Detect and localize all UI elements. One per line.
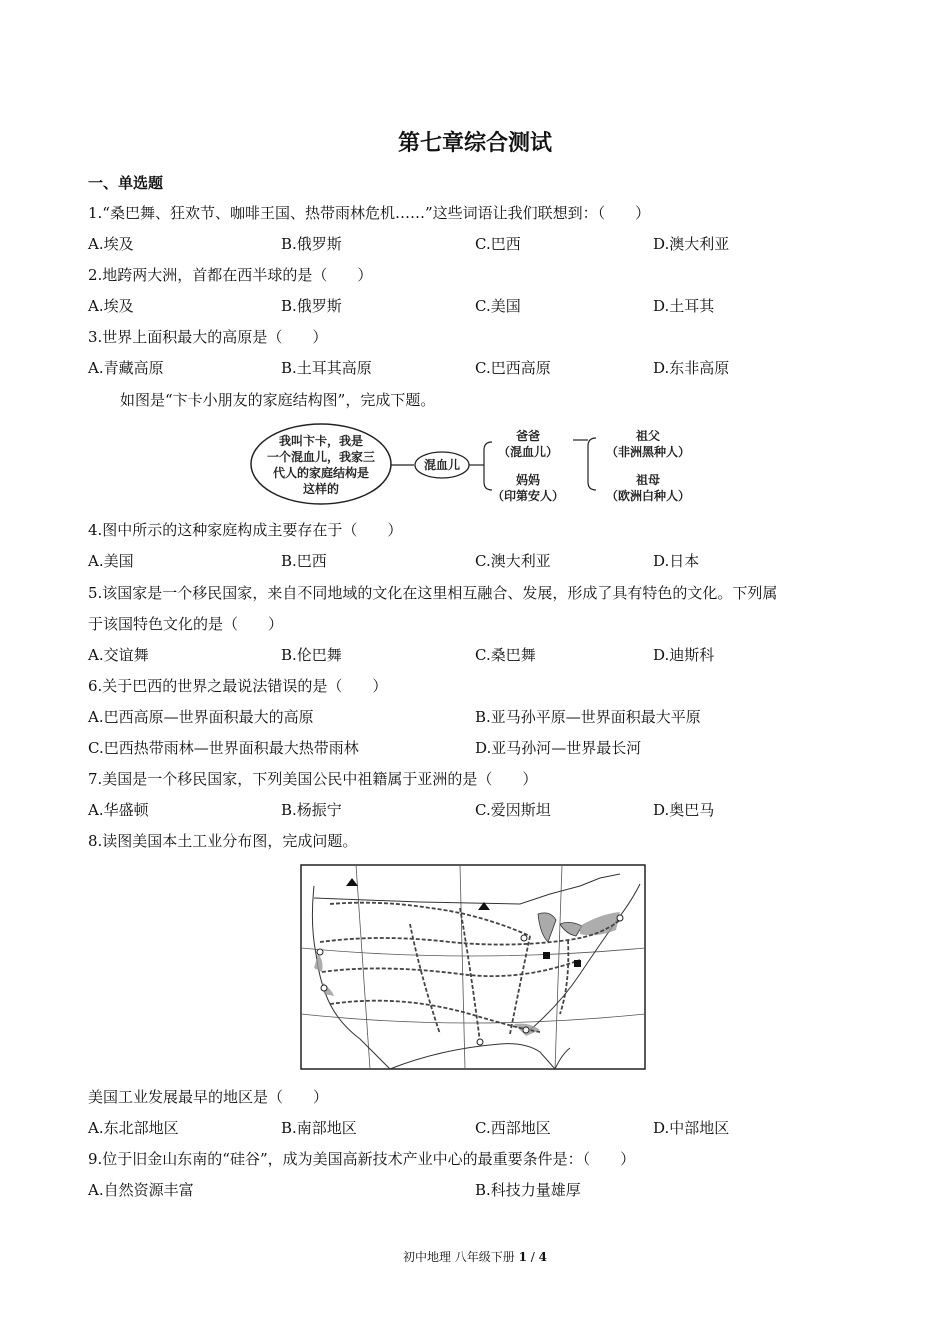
bubble-line-3: 代人的家庭结构是: [272, 466, 370, 480]
q8-option-a: A.东北部地区: [88, 1119, 179, 1137]
q3-option-c: C.巴西高原: [475, 359, 551, 377]
child-node-label: 混血儿: [423, 458, 461, 472]
q7-option-b: B.杨振宁: [281, 801, 342, 819]
q2-option-c: C.美国: [475, 297, 521, 315]
question-1-stem: 1.“桑巴舞、狂欢节、咖啡王国、热带雨林危机……”这些词语让我们联想到：（ ）: [88, 204, 651, 222]
q2-option-d: D.土耳其: [653, 297, 715, 315]
q1-option-c: C.巴西: [475, 235, 521, 253]
us-industry-map: [300, 864, 646, 1070]
question-4-stem: 4.图中所示的这种家庭构成主要存在于（ ）: [88, 521, 403, 539]
question-5-stem-line-1: 5.该国家是一个移民国家，来自不同地域的文化在这里相互融合、发展，形成了具有特色的文化。下列属: [88, 584, 778, 602]
q4-option-b: B.巴西: [281, 552, 327, 570]
q4-option-c: C.澳大利亚: [475, 552, 551, 570]
bubble-line-2: 一个混血儿，我家三: [266, 450, 376, 464]
q5-option-d: D.迪斯科: [653, 646, 715, 664]
question-2-stem: 2.地跨两大洲，首都在西半球的是（ ）: [88, 266, 373, 284]
question-3-stem: 3.世界上面积最大的高原是（ ）: [88, 328, 328, 346]
family-intro: 如图是“卞卡小朋友的家庭结构图”，完成下题。: [120, 391, 436, 409]
question-5-stem-line-2: 于该国特色文化的是（ ）: [88, 615, 284, 633]
q7-option-c: C.爱因斯坦: [475, 801, 551, 819]
footer-page-total: 4: [538, 1250, 548, 1264]
q4-option-a: A.美国: [88, 552, 134, 570]
q1-option-d: D.澳大利亚: [653, 235, 730, 253]
q6-option-d: D.亚马孙河—世界最长河: [475, 739, 642, 757]
q6-option-a: A.巴西高原—世界面积最大的高原: [88, 708, 314, 726]
father-desc: （混血儿）: [497, 445, 559, 459]
question-8-intro: 8.读图美国本土工业分布图，完成问题。: [88, 832, 358, 850]
bubble-line-1: 我叫卞卡，我是: [278, 434, 364, 448]
question-8-stem: 美国工业发展最早的地区是（ ）: [88, 1088, 329, 1106]
q8-option-d: D.中部地区: [653, 1119, 730, 1137]
question-9-stem: 9.位于旧金山东南的“硅谷”，成为美国高新技术产业中心的最重要条件是：（ ）: [88, 1150, 636, 1168]
q7-option-d: D.奥巴马: [653, 801, 715, 819]
q8-option-c: C.西部地区: [475, 1119, 551, 1137]
family-structure-diagram: [248, 418, 708, 510]
q5-option-c: C.桑巴舞: [475, 646, 536, 664]
city-marker: [543, 952, 550, 959]
q4-option-d: D.日本: [653, 552, 700, 570]
q6-option-c: C.巴西热带雨林—世界面积最大热带雨林: [88, 739, 359, 757]
q5-option-b: B.伦巴舞: [281, 646, 342, 664]
q8-option-b: B.南部地区: [281, 1119, 357, 1137]
grandmother-desc: （欧洲白种人）: [605, 489, 691, 503]
q3-option-b: B.土耳其高原: [281, 359, 372, 377]
q1-option-a: A.埃及: [88, 235, 134, 253]
grandmother-label: 祖母: [635, 473, 661, 487]
grandfather-desc: （非洲黑种人）: [605, 445, 691, 459]
mother-label: 妈妈: [515, 473, 541, 487]
q9-option-a: A.自然资源丰富: [88, 1181, 194, 1199]
footer-page-number: 1: [518, 1250, 527, 1264]
q3-option-d: D.东非高原: [653, 359, 730, 377]
father-label: 爸爸: [515, 429, 541, 443]
q1-option-b: B.俄罗斯: [281, 235, 342, 253]
city-marker: [574, 960, 581, 967]
q7-option-a: A.华盛顿: [88, 801, 149, 819]
mother-desc: （印第安人）: [491, 489, 565, 503]
page-footer: [0, 1248, 950, 1265]
question-7-stem: 7.美国是一个移民国家，下列美国公民中祖籍属于亚洲的是（ ）: [88, 770, 538, 788]
q5-option-a: A.交谊舞: [88, 646, 149, 664]
q2-option-a: A.埃及: [88, 297, 134, 315]
page-title: 第七章综合测试: [397, 131, 552, 156]
footer-separator: /: [526, 1250, 539, 1264]
q3-option-a: A.青藏高原: [88, 359, 164, 377]
question-6-stem: 6.关于巴西的世界之最说法错误的是（ ）: [88, 677, 388, 695]
q6-option-b: B.亚马孙平原—世界面积最大平原: [475, 708, 701, 726]
q2-option-b: B.俄罗斯: [281, 297, 342, 315]
footer-subject: 初中地理 八年级下册: [402, 1250, 519, 1264]
bubble-line-4: 这样的: [302, 482, 340, 496]
section-heading: 一、单选题: [88, 174, 164, 192]
q9-option-b: B.科技力量雄厚: [475, 1181, 581, 1199]
grandfather-label: 祖父: [635, 429, 661, 443]
